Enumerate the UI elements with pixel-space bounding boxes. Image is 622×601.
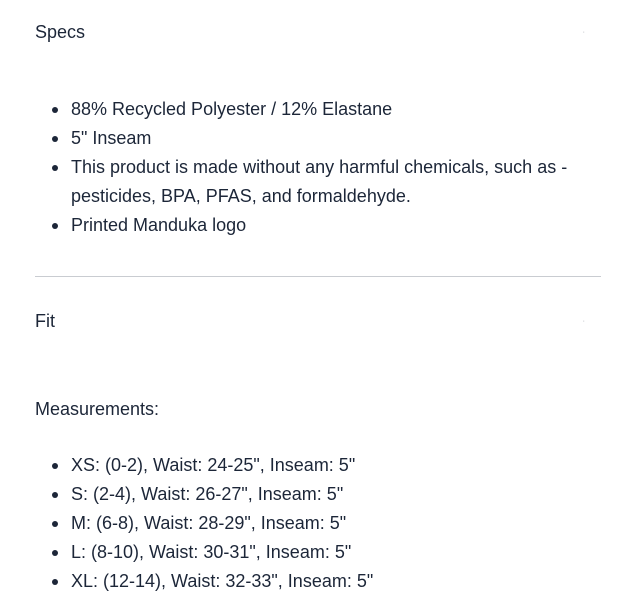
size-measurements-list — [35, 451, 601, 596]
list-item: XL: (12-14), Waist: 32-33", Inseam: 5" — [71, 567, 601, 596]
specs-accordion-header[interactable] — [35, 20, 601, 44]
list-item: 88% Recycled Polyester / 12% Elastane — [71, 95, 601, 124]
collapse-toggle-icon[interactable]: · — [582, 28, 585, 36]
fit-accordion-header[interactable] — [35, 309, 601, 333]
list-item: Printed Manduka logo — [71, 211, 601, 240]
specs-title: Specs — [35, 22, 86, 42]
list-item: XS: (0-2), Waist: 24-25", Inseam: 5" — [71, 451, 601, 480]
list-item: S: (2-4), Waist: 26-27", Inseam: 5" — [71, 480, 601, 509]
specs-list — [35, 95, 601, 240]
measurements-heading: Measurements: — [35, 399, 160, 419]
collapse-toggle-icon[interactable]: · — [582, 317, 585, 325]
fit-title: Fit — [35, 311, 55, 331]
list-item: L: (8-10), Waist: 30-31", Inseam: 5" — [71, 538, 601, 567]
section-divider — [35, 276, 601, 277]
list-item: This product is made without any harmful chemicals, such as - pesticides, BPA, PFAS, and formaldehyde. — [71, 153, 601, 211]
list-item: 5" Inseam — [71, 124, 601, 153]
list-item: M: (6-8), Waist: 28-29", Inseam: 5" — [71, 509, 601, 538]
